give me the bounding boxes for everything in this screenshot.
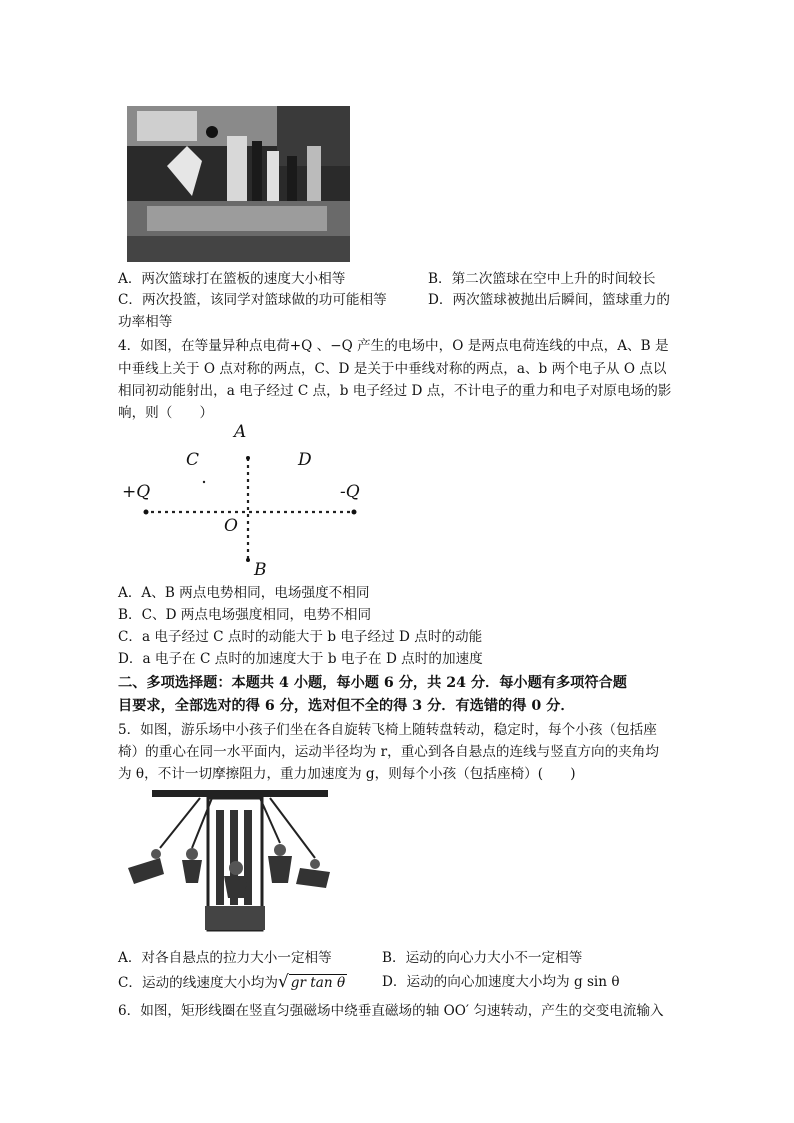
- q4-option-a: A．A、B 两点电势相同，电场强度不相同: [118, 585, 370, 601]
- q4-stem-line-3: 相同初动能射出，a 电子经过 C 点，b 电子经过 D 点，不计电子的重力和电子对原电场的影: [118, 383, 672, 399]
- q4-option-b: B．C、D 两点电场强度相同，电势不相同: [118, 607, 372, 623]
- label-plus-q: +Q: [122, 482, 151, 502]
- q5-option-b: B．运动的向心力大小不一定相等: [382, 950, 583, 966]
- label-c: C: [186, 450, 200, 470]
- q3-option-d-cont: 功率相等: [118, 314, 173, 330]
- label-minus-q: -Q: [340, 482, 360, 502]
- q4-option-c: C．a 电子经过 C 点时的动能大于 b 电子经过 D 点时的动能: [118, 629, 483, 645]
- q5-option-a: A．对各自悬点的拉力大小一定相等: [118, 950, 332, 966]
- q3-option-c: C．两次投篮，该同学对篮球做的功可能相等: [118, 292, 387, 308]
- q6-stem: 6．如图，矩形线圈在竖直匀强磁场中绕垂直磁场的轴 OO′ 匀速转动，产生的交变电流输入: [118, 1003, 664, 1019]
- q3-option-a: A．两次篮球打在篮板的速度大小相等: [118, 271, 346, 287]
- q3-option-b: B．第二次篮球在空中上升的时间较长: [428, 271, 656, 287]
- basketball-photo: [127, 106, 350, 262]
- q5-stem-line-1: 5．如图，游乐场中小孩子们坐在各自旋转飞椅上随转盘转动，稳定时，每个小孩（包括座: [118, 722, 657, 738]
- sqrt-symbol: √: [277, 972, 289, 992]
- section-2-heading-line-2: 目要求，全部选对的得 6 分，选对但不全的得 3 分．有选错的得 0 分．: [118, 698, 575, 714]
- q5-option-c: [118, 971, 347, 994]
- q4-stem-line-2: 中垂线上关于 O 点对称的两点，C、D 是关于中垂线对称的两点，a、b 两个电子从 O 点以: [118, 361, 667, 377]
- q5-option-c-radicand: gr tan θ: [290, 975, 346, 991]
- section-2-heading-line-1: 二、多项选择题：本题共 4 小题，每小题 6 分，共 24 分．每小题有多项符合题: [118, 675, 627, 691]
- q5-stem-line-3: 为 θ，不计一切摩擦阻力，重力加速度为 g，则每个小孩（包括座椅）( ): [118, 766, 576, 782]
- label-d: D: [298, 450, 312, 470]
- label-a: A: [234, 422, 247, 442]
- charge-field-diagram: [118, 420, 388, 585]
- q4-stem-line-1: 4．如图，在等量异种点电荷+Q 、−Q 产生的电场中，O 是两点电荷连线的中点，A、B 是: [118, 338, 669, 354]
- q5-option-d: D．运动的向心加速度大小均为 g sin θ: [382, 974, 620, 990]
- q4-stem-line-4: 响，则（ ）: [118, 405, 214, 421]
- q5-option-c-prefix: C．运动的线速度大小均为: [118, 975, 278, 991]
- q4-option-d: D．a 电子在 C 点时的加速度大于 b 电子在 D 点时的加速度: [118, 651, 483, 667]
- q3-option-d: D．两次篮球被抛出后瞬间，篮球重力的: [428, 292, 670, 308]
- label-b: B: [254, 560, 267, 580]
- label-o: O: [224, 516, 238, 536]
- swing-ride-figure: [120, 788, 335, 933]
- q5-stem-line-2: 椅）的重心在同一水平面内，运动半径均为 r，重心到各自悬点的连线与竖直方向的夹角均: [118, 744, 659, 760]
